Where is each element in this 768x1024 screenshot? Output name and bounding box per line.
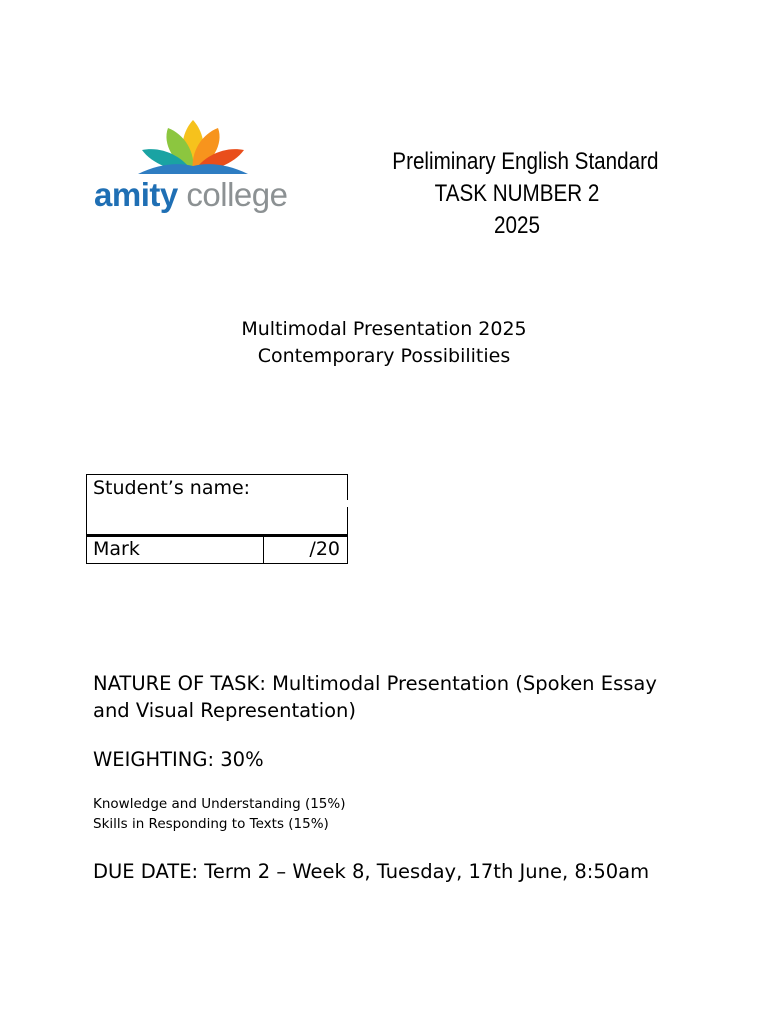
task-subtitle [0, 316, 768, 370]
student-name-label: Student’s name: [93, 477, 251, 499]
mark-label: Mark [93, 538, 140, 560]
criteria-item: Skills in Responding to Texts (15%) [93, 816, 329, 832]
subtitle-line-2: Contemporary Possibilities [257, 345, 511, 367]
weighting: WEIGHTING: 30% [93, 748, 264, 771]
logo-word-college: college [186, 176, 288, 213]
weighting-criteria [93, 794, 346, 834]
criteria-item: Knowledge and Understanding (15%) [93, 796, 346, 812]
task-number: TASK NUMBER 2 [434, 180, 600, 207]
subtitle-line-1: Multimodal Presentation 2025 [241, 318, 527, 340]
due-date: DUE DATE: Term 2 – Week 8, Tuesday, 17th June, 8:50am [93, 860, 650, 883]
mark-total: /20 [309, 538, 340, 560]
task-header [392, 146, 659, 242]
logo-word-amity: amity [94, 176, 178, 213]
task-year: 2025 [494, 212, 540, 239]
lotus-petals-icon [138, 120, 248, 176]
student-details-box [86, 474, 348, 564]
nature-of-task: NATURE OF TASK: Multimodal Presentation (Spoken Essay and Visual Representation) [93, 672, 657, 722]
course-title: Preliminary English Standard [392, 148, 659, 175]
logo-wordmark [94, 176, 287, 214]
amity-college-logo [94, 120, 304, 220]
